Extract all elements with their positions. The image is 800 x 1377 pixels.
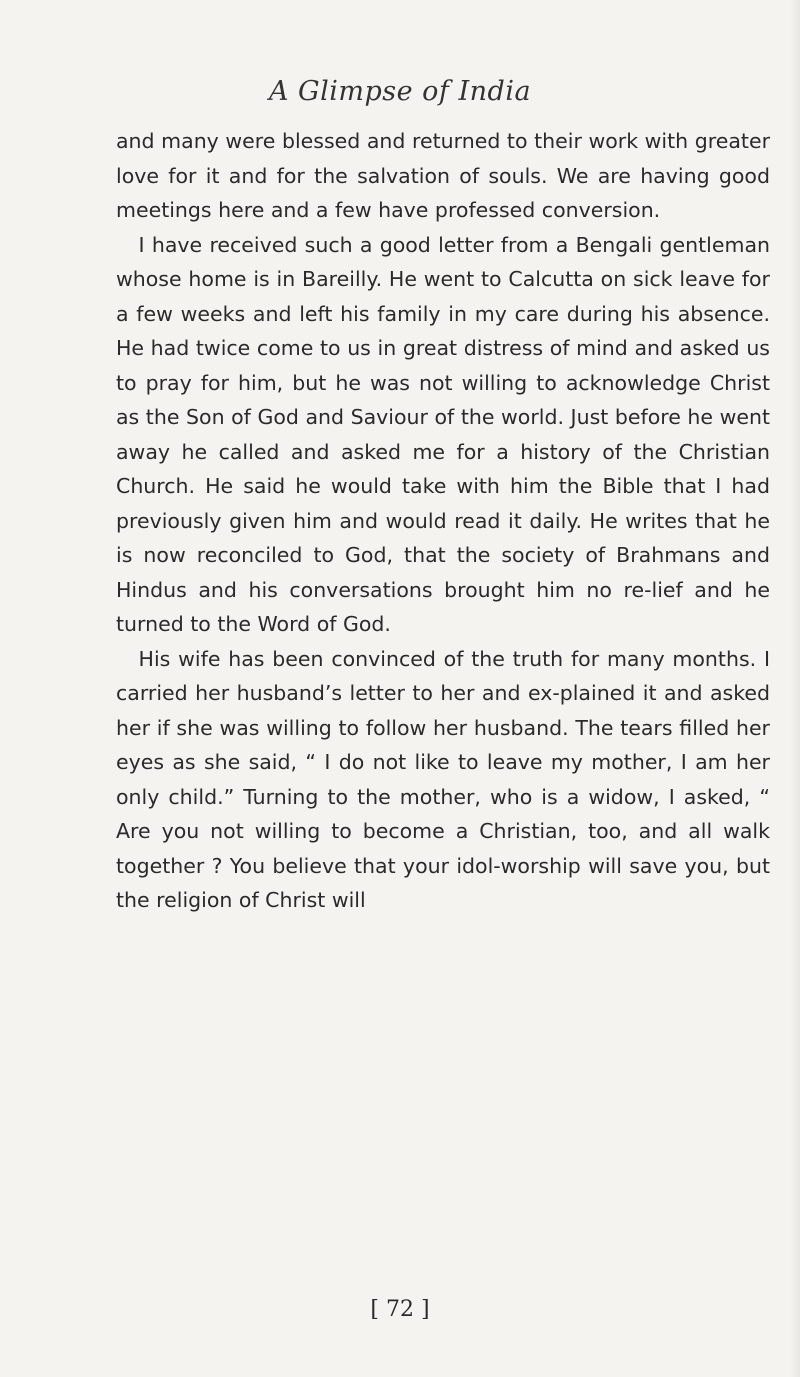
paragraph: I have received such a good letter from a Bengali gentleman whose home is in Bareilly. He went to Calcutta on sick leave for a few weeks and left his family in my care during his absence. He had twice come to us in great distress of mind and asked us to pray for him, but he was not willing to acknowledge Christ as the Son of God and Saviour of the world. Just before he went away he called and asked me for a history of the Christian Church. He said he would take with him the Bible that I had previously given him and would read it daily. He writes that he is now reconciled to God, that the society of Brahmans and Hindus and his conversations brought him no re-lief and he turned to the Word of God.: [116, 232, 770, 636]
body-text: [116, 124, 770, 918]
paragraph: His wife has been convinced of the truth for many months. I carried her husband’s letter to her and ex-plained it and asked her if she was willing to follow her husband. The tears filled her eyes as she said, “ I do not like to leave my mother, I am her only child.” Turning to the mother, who is a widow, I asked, “ Are you not willing to become a Christian, too, and all walk together ? You believe that your idol-worship will save you, but the religion of Christ will: [116, 646, 770, 912]
page-edge-shadow: [790, 0, 800, 1377]
running-head: A Glimpse of India: [268, 76, 532, 107]
page-number: [ 72 ]: [370, 1297, 430, 1322]
paragraph: and many were blessed and returned to their work with greater love for it and for the salvation of souls. We are having good meetings here and a few have professed conversion.: [116, 129, 770, 222]
